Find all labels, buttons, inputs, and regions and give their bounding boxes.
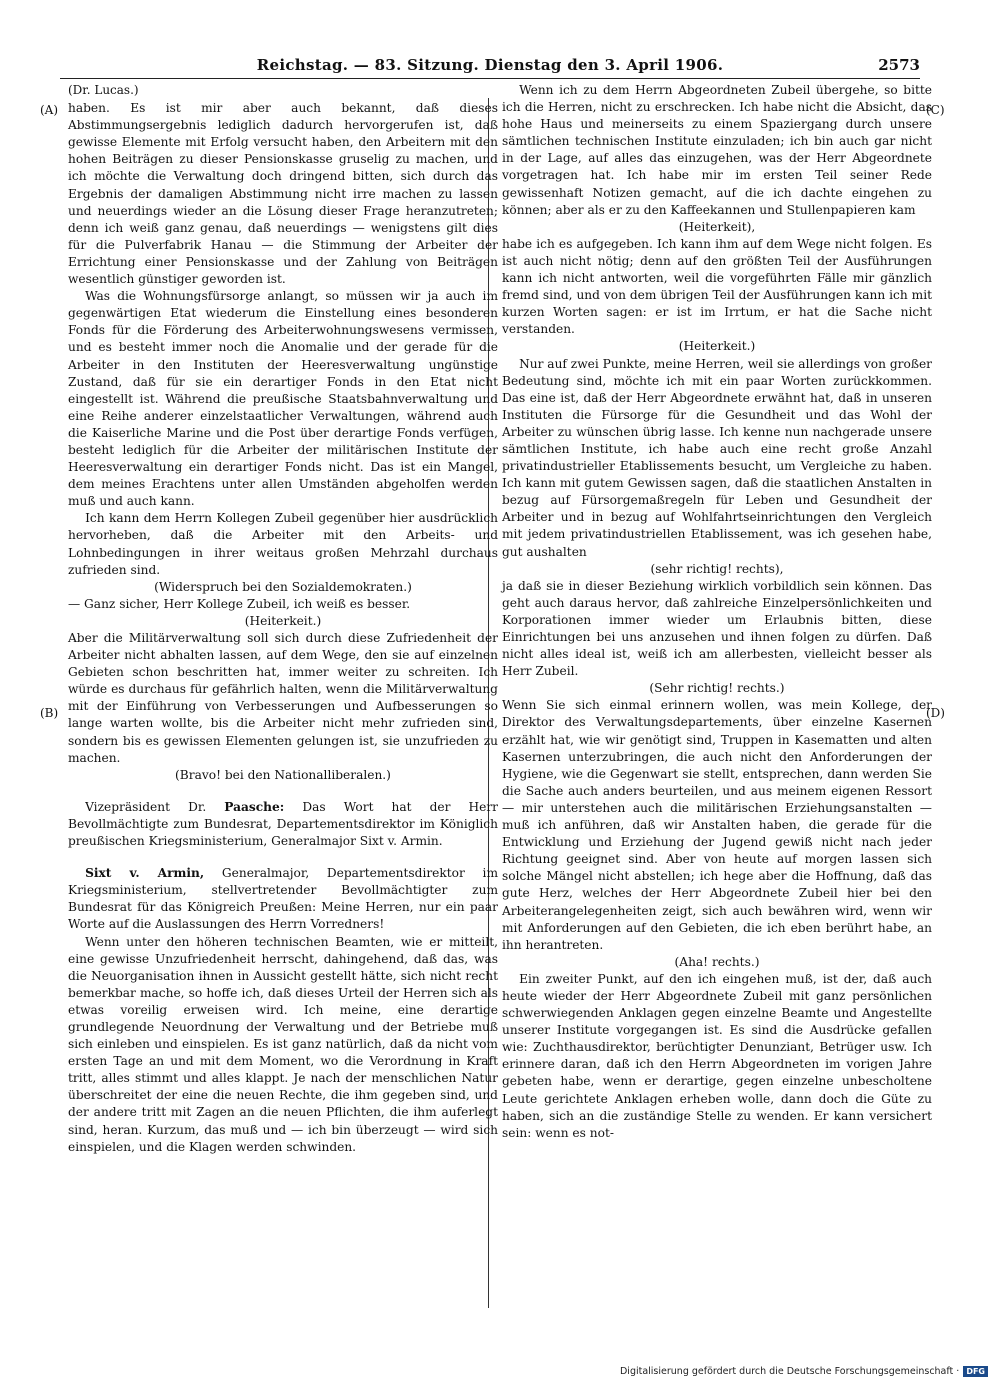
interjection: (Heiterkeit.) — [244, 613, 322, 628]
page-header — [60, 50, 920, 80]
speaker-title: Vizepräsident Dr. — [85, 799, 207, 814]
paragraph: — Ganz sicher, Herr Kollege Zubeil, ich weiß es besser. — [68, 596, 411, 611]
paragraph: Nur auf zwei Punkte, meine Herren, weil sie allerdings von großer Bedeutung sind, möchte ich mit ein paar Worten zurückkommen. Das eine ist, daß der Herr Abgeordnete erwähnt hat, daß in unseren Instituten die Fürsorge für die Gesundheit und das Wohl der Arbeiter zu wünschen übrig lasse. Ich kenne nun nachgerade unsere sämtlichen Institute, ich habe auch eine recht große Anzahl privatindustrieller Etablissements besucht, um Vergleiche zu haben. Ich kann mit gutem Gewissen sagen, daß die staatlichen Anstalten in bezug auf Fürsorgemaßregeln für Leben und Gesundheit der Arbeiter und in bezug auf Wohlfahrtseinrichtungen den Vergleich mit jedem privatindustriellen Etablissement, was ich gesehen habe, gut aushalten — [502, 356, 932, 559]
left-column — [68, 82, 498, 1156]
credit-text: Digitalisierung gefördert durch die Deutsche Forschungsgemeinschaft · — [619, 1366, 960, 1377]
margin-marker-d: (D) — [926, 706, 945, 720]
speaker-name: Sixt v. Armin, — [85, 866, 205, 881]
interjection: (Bravo! bei den Nationalliberalen.) — [175, 767, 391, 782]
speaker-statement — [68, 865, 498, 933]
speaker-name: Paasche: — [224, 799, 285, 814]
interjection: (Sehr richtig! rechts.) — [649, 681, 785, 696]
paragraph: habe ich es aufgegeben. Ich kann ihm auf dem Wege nicht folgen. Es ist auch nicht nötig; denn auf den größten Teil der Ausführungen kann ich nicht antworten, weil die vorgeführten Fälle mir gänzlich fremd sind, und von dem übrigen Teil der Ausführungen kann ich mit kurzen Worten sagen: er ist im Irrtum, er hat die Sache nicht verstanden. — [502, 236, 932, 337]
right-column — [502, 82, 932, 1142]
running-title: Reichstag. — 83. Sitzung. Dienstag den 3. April 1906. — [256, 56, 724, 74]
paragraph: haben. Es ist mir aber auch bekannt, daß dieses Abstimmungsergebnis lediglich dadurch hervorgerufen ist, daß gewisse Elemente mit Erfolg versucht haben, den Arbeitern mit den hohen Beiträgen zu dieser Pensionskasse gruselig zu machen, und ich möchte die Verwaltung doch dringend bitten, sich durch das Ergebnis der damaligen Abstimmung nicht irre machen zu lassen und neuerdings wieder an die Lösung dieser Frage heranzutreten; denn ich weiß ganz genau, daß neuerdings — wenigstens gilt dies für die Pulverfabrik Hanau — die Stimmung der Arbeiter der Errichtung einer Pensionskasse und der Zahlung von Beiträgen wesentlich günstiger geworden ist. — [68, 101, 498, 287]
paragraph: Aber die Militärverwaltung soll sich durch diese Zufriedenheit der Arbeiter nicht abhalten lassen, auf dem Wege, den sie auf einzelnen Gebieten schon beschritten hat, immer weiter zu schreiten. Ich würde es durchaus für gefährlich halten, wenn die Militärverwaltung mit der Einführung von Verbesserungen und Aufbesserungen so lange warten wollte, bis die Arbeiter nicht mehr zufrieden sind, sondern bis es gewissen Elementen gelungen ist, sie unzufrieden zu machen. — [68, 631, 498, 765]
vice-president-statement — [68, 799, 498, 850]
interjection: (Heiterkeit.) — [678, 339, 756, 354]
statement-text: Das Wort hat der Herr Bevollmächtigte zum Bundesrat, Departementsdirektor im Königlich preußischen Kriegsministerium, Generalmajor Sixt v. Armin. — [68, 799, 498, 849]
margin-marker-b: (B) — [40, 706, 59, 720]
interjection: (Heiterkeit), — [678, 219, 756, 234]
interjection: (Widerspruch bei den Sozialdemokraten.) — [154, 579, 412, 594]
margin-marker-a: (A) — [40, 103, 59, 117]
margin-marker-c: (C) — [926, 103, 945, 117]
page-number: 2573 — [878, 56, 920, 74]
paragraph: Ich kann dem Herrn Kollegen Zubeil gegenüber hier ausdrücklich hervorheben, daß die Arbeiter mit den Arbeits- und Lohnbedingungen in ihrer weitaus großen Mehrzahl durchaus zufrieden sind. — [68, 511, 498, 577]
paragraph: Wenn ich zu dem Herrn Abgeordneten Zubeil übergehe, so bitte ich die Herren, nicht zu erschrecken. Ich habe nicht die Absicht, das hohe Haus und meinerseits zu einem Spaziergang durch unsere sämtlichen technischen Institute einzuladen; ich bin auch gar nicht in der Lage, auf alles das einzugehen, was der Herr Abgeordnete vorgetragen hat. Ich habe mir im ersten Teil seiner Rede gewissenhaft Notizen gemacht, auf die ich dachte eingehen zu können; aber als er zu den Kaffeekannen und Stullenpapieren kam — [502, 83, 932, 217]
dfg-logo: DFG — [963, 1366, 988, 1377]
paragraph: ja daß sie in dieser Beziehung wirklich vorbildlich sein können. Das geht auch daraus hervor, daß zahlreiche Einzelpersönlichkeiten und Korporationen immer wieder um Erlaubnis bitten, diese Einrichtungen bei uns anzusehen und ihnen folgen zu dürfen. Daß nicht alles ideal ist, weiß ich am allerbesten, vielleicht besser als Herr Zubeil. — [502, 578, 932, 679]
footer-credit — [620, 1366, 988, 1377]
header-rule — [60, 78, 920, 79]
paragraph: Wenn Sie sich einmal erinnern wollen, was mein Kollege, der Direktor des Verwaltungsdepartements, über einzelne Kasernen erzählt hat, wie wir genötigt sind, Truppen in Kasematten und alten Kasernen unterzubringen, die auch nicht den Anforderungen der Hygiene, wie die Gegenwart sie stellt, entsprechen, dann werden Sie die Sache auch anders beurteilen, und aus meinem eigenen Ressort — mir unterstehen auch die militärischen Erziehungsanstalten — muß ich anführen, daß wir Anstalten haben, die gerade für die Entwicklung und Erziehung der Jugend gewiß nicht nach jeder Richtung geeignet sind. Aber von heute auf morgen lassen sich solche Mängel nicht abstellen; ich hege aber die Hoffnung, daß das gute Herz, welches der Herr Abgeordnete Zubeil hier bei den Arbeiterangelegenheiten zeigt, sich auch bewähren wird, wenn wir mit Anforderungen auf den Gebieten, die ich eben berührt habe, an ihn herantreten. — [502, 698, 932, 952]
statement-text: Generalmajor, Departementsdirektor im Kriegsministerium, stellvertretender Bevollmächtigter zum Bundesrat für das Königreich Preußen: Meine Herren, nur ein paar Worte auf die Auslassungen des Herrn Vorredners! — [68, 866, 499, 932]
paragraph: Was die Wohnungsfürsorge anlangt, so müssen wir ja auch im gegenwärtigen Etat wiederum die Einstellung eines besonderen Fonds für die Förderung des Arbeiterwohnungswesens vermissen, und es besteht immer noch die Anomalie und der gerade für die Arbeiter in den Instituten der Heeresverwaltung ungünstige Zustand, daß für sie ein derartiger Fonds in den Etat nicht eingestellt ist. Während die preußische Staatsbahnverwaltung und eine Reihe anderer einzelstaatlicher Verwaltungen, während auch die Kaiserliche Marine und die Post über derartige Fonds verfügen, besteht lediglich für die Arbeiter der militärischen Institute der Heeresverwaltung ein derartiger Fonds nicht. Das ist ein Mangel, dem meines Erachtens unter allen Umständen abgeholfen werden muß und auch kann. — [68, 289, 498, 509]
interjection: (Aha! rechts.) — [674, 954, 760, 969]
continued-speaker-label: (Dr. Lucas.) — [68, 83, 139, 97]
interjection: (sehr richtig! rechts), — [650, 561, 784, 576]
paragraph: Wenn unter den höheren technischen Beamten, wie er mitteilt, eine gewisse Unzufriedenheit herrscht, dahingehend, daß das, was die Neuorganisation ihnen in Aussicht gestellt hätte, sich nicht recht bemerkbar mache, so hoffe ich, daß dieses Urteil der Herren sich als etwas voreilig erweisen wird. Ich meine, eine derartige grundlegende Neuordnung der Verwaltung und der Betriebe muß sich einleben und einspielen. Es ist ganz natürlich, daß da nicht vom ersten Tage an und mit dem Moment, wo die Verordnung in Kraft tritt, alles stimmt und alles klappt. Je nach der menschlichen Natur überschreitet der eine die neuen Rechte, die ihm gegeben sind, und der andere tritt mit Zagen an die neuen Pflichten, die ihm auferlegt sind, heran. Kurzum, das muß und — ich bin überzeugt — wird sich einspielen, und die Klagen werden schwinden. — [68, 934, 498, 1154]
paragraph: Ein zweiter Punkt, auf den ich eingehen muß, ist der, daß auch heute wieder der Herr Abgeordnete Zubeil mit ganz persönlichen schwerwiegenden Anklagen gegen einzelne Beamte und Angestellte unserer Institute vorgegangen ist. Es sind die Ausdrücke gefallen wie: Zuchthausdirektor, berüchtigter Denunziant, Betrüger usw. Ich erinnere daran, daß ich den Herrn Abgeordneten im vorigen Jahre gebeten habe, wenn er derartige, gegen einzelne unbescholtene Leute gerichtete Anklagen erheben wolle, dann doch die Güte zu haben, sich an die zuständige Stelle zu wenden. Er kann versichert sein: wenn es not- — [502, 971, 932, 1140]
